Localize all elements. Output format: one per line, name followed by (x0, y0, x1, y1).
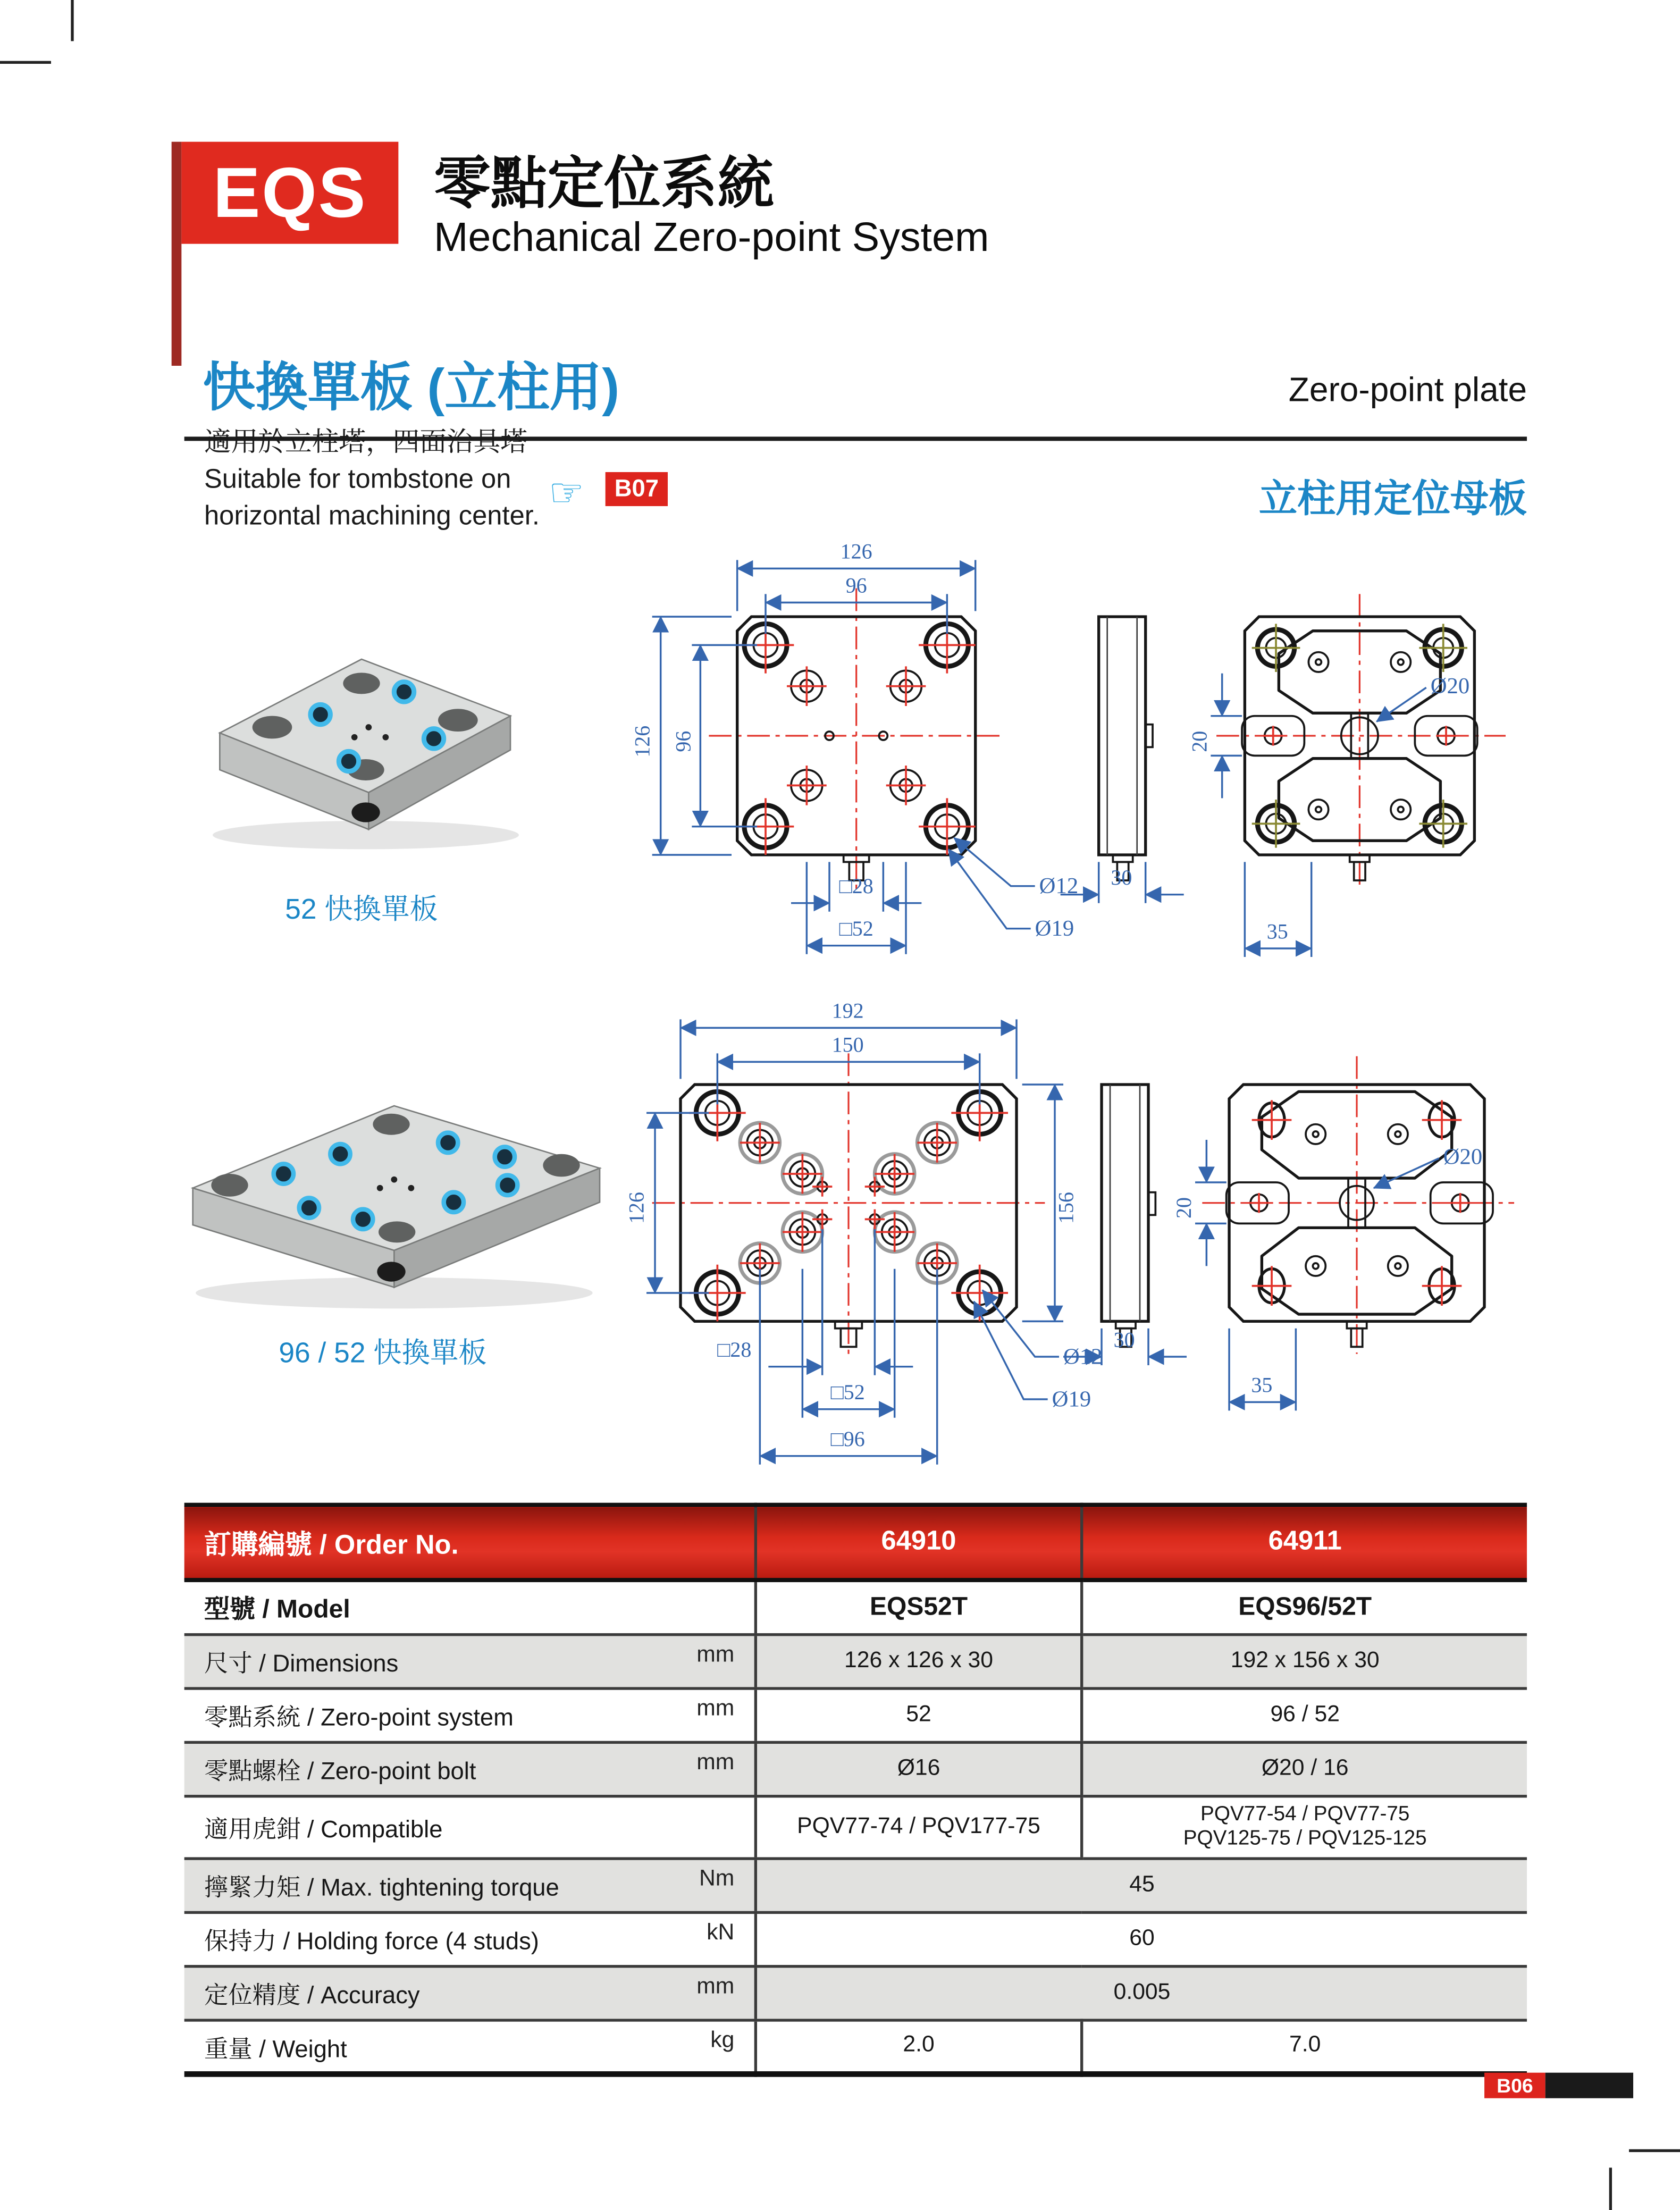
crop-mark (71, 0, 73, 41)
dim-label: 150 (831, 1032, 864, 1057)
crop-mark (1629, 2149, 1680, 2152)
header-accent-strip (172, 142, 182, 366)
table-row (184, 1965, 1527, 2019)
order-no-64911: 64911 (1082, 1505, 1527, 1580)
dim-label: □28 (839, 874, 873, 898)
page-number: B06 (1484, 2073, 1545, 2098)
row-unit: mm (696, 1697, 735, 1721)
dim-label: Ø12 (1063, 1344, 1103, 1369)
dim-label: 35 (1266, 919, 1288, 944)
order-no-header: 訂購編號 / Order No. (184, 1505, 756, 1580)
product-photo-52-plate (184, 602, 539, 907)
dim-label: 96 (845, 573, 867, 598)
product-photo-96-52-plate (167, 1063, 621, 1347)
row-label: 尺寸 / Dimensions (204, 1650, 399, 1677)
row-unit: mm (696, 1974, 735, 1999)
dim-label: 30 (1113, 1327, 1135, 1352)
product-label-96-52: 96 / 52 快換單板 (279, 1338, 487, 1370)
cell-value: 7.0 (1082, 2020, 1527, 2073)
dim-label: □96 (830, 1427, 865, 1451)
dim-label: 126 (624, 1192, 649, 1224)
crop-mark (1609, 2167, 1611, 2210)
table-row (184, 1912, 1527, 1965)
cell-value: PQV77-74 / PQV177-75 (755, 1795, 1081, 1858)
page-reference-badge[interactable]: B07 (606, 472, 668, 506)
table-row (184, 1742, 1527, 1795)
dim-label: 96 (671, 730, 695, 752)
dim-label: Ø20 (1443, 1144, 1483, 1170)
row-unit: kg (710, 2028, 735, 2053)
page-title-zh: 零點定位系統 (434, 153, 775, 216)
row-label: 型號 / Model (184, 1580, 756, 1634)
table-row (184, 2020, 1527, 2073)
dim-label: □28 (717, 1338, 752, 1362)
dim-label: □52 (830, 1380, 865, 1405)
dim-label: 126 (840, 539, 872, 564)
front-view-96-52 (625, 999, 1103, 1465)
cell-value: 126 x 126 x 30 (755, 1634, 1081, 1687)
cell-value: 52 (755, 1688, 1081, 1742)
cell-value: Ø16 (755, 1742, 1081, 1795)
table-header-row (184, 1505, 1527, 1580)
model-value: EQS96/52T (1082, 1580, 1527, 1634)
pointing-hand-icon: ☞ (549, 470, 584, 515)
row-unit: Nm (699, 1867, 735, 1892)
row-label: 定位精度 / Accuracy (204, 1982, 420, 2009)
dim-label: 192 (831, 998, 864, 1023)
page-title-en: Mechanical Zero-point System (434, 215, 989, 261)
row-label: 零點螺栓 / Zero-point bolt (204, 1758, 476, 1785)
table-row (184, 1858, 1527, 1912)
dim-label: 126 (630, 725, 654, 758)
cell-value: Ø20 / 16 (1082, 1742, 1527, 1795)
dim-label: 35 (1251, 1373, 1273, 1397)
row-label: 擰緊力矩 / Max. tightening torque (204, 1874, 559, 1902)
section-heading-en: Zero-point plate (1288, 371, 1527, 410)
spec-table (184, 1503, 1527, 2077)
back-view-52 (1187, 594, 1506, 957)
cell-value-line2: PQV125-75 / PQV125-125 (1183, 1827, 1427, 1850)
side-view-96-52 (1063, 1085, 1187, 1365)
section-heading-zh: 快換單板 (立柱用) (203, 358, 620, 417)
drawing-eqs52t (610, 532, 1574, 978)
dim-label: Ø19 (1052, 1386, 1091, 1412)
row-label: 零點系統 / Zero-point system (204, 1704, 514, 1732)
series-badge-label: EQS (213, 153, 367, 233)
cell-value-span: 60 (755, 1912, 1527, 1965)
drawing-eqs96-52t (610, 985, 1574, 1495)
table-row (184, 1580, 1527, 1634)
order-no-64910: 64910 (755, 1505, 1081, 1580)
description-en-line2: horizontal machining center. (204, 502, 540, 532)
cell-value: 96 / 52 (1082, 1688, 1527, 1742)
section-description (204, 425, 540, 536)
dim-label: 30 (1111, 865, 1132, 890)
series-badge (181, 142, 398, 244)
row-label: 保持力 / Holding force (4 studs) (204, 1928, 539, 1955)
dim-label: Ø19 (1035, 916, 1074, 942)
model-value: EQS52T (755, 1580, 1081, 1634)
dim-label: 20 (1172, 1197, 1196, 1219)
front-view-52 (630, 540, 1078, 954)
product-label-52: 52 快換單板 (285, 894, 438, 926)
cell-value-line1: PQV77-54 / PQV77-75 (1200, 1802, 1410, 1826)
table-row (184, 1688, 1527, 1742)
back-view-96-52 (1172, 1056, 1514, 1411)
dim-label: Ø20 (1430, 674, 1470, 699)
table-row (184, 1795, 1527, 1858)
page-number-bar (1545, 2073, 1633, 2098)
cell-value: 192 x 156 x 30 (1082, 1634, 1527, 1687)
crop-mark (0, 61, 51, 63)
dim-label: □52 (839, 917, 873, 941)
dim-label: 156 (1054, 1192, 1078, 1224)
row-unit: mm (696, 1751, 735, 1775)
row-label: 重量 / Weight (204, 2035, 347, 2062)
dim-label: 20 (1187, 730, 1212, 752)
description-zh: 適用於立柱塔，四面治具塔 (204, 428, 528, 458)
row-unit: kN (707, 1921, 735, 1945)
row-unit: mm (696, 1643, 735, 1668)
table-row (184, 1634, 1527, 1687)
side-view-52 (1061, 617, 1184, 903)
cell-value: 2.0 (755, 2020, 1081, 2073)
page-number-badge (1484, 2073, 1633, 2098)
description-en-line1: Suitable for tombstone on (204, 465, 511, 495)
row-label: 適用虎鉗 / Compatible (204, 1816, 443, 1843)
cell-value-span: 45 (755, 1858, 1527, 1912)
dim-label: Ø12 (1039, 873, 1079, 899)
subheading-right-zh: 立柱用定位母板 (1259, 477, 1527, 520)
cell-value-span: 0.005 (755, 1965, 1527, 2019)
